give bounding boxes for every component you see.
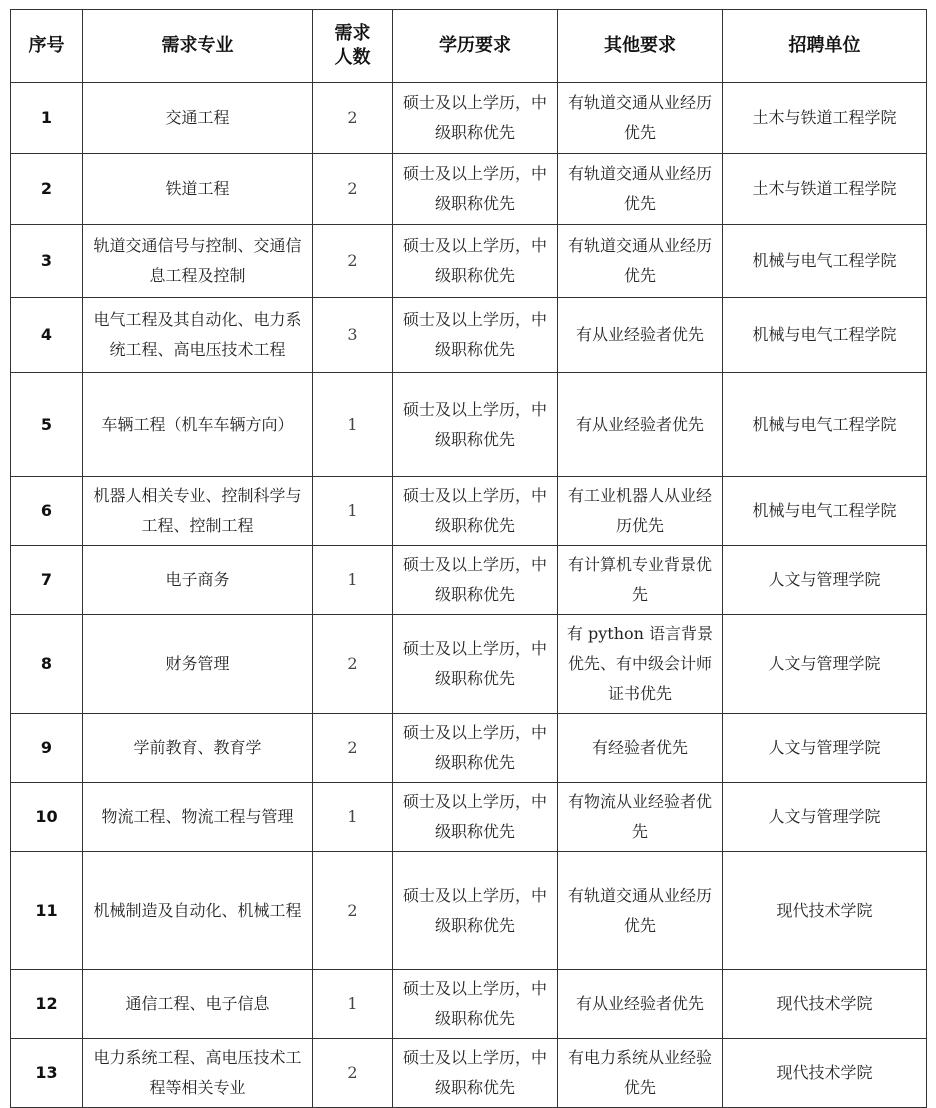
row-other-requirements: 有经验者优先 xyxy=(558,714,723,783)
row-other-requirements: 有轨道交通从业经历优先 xyxy=(558,154,723,225)
row-other-requirements: 有从业经验者优先 xyxy=(558,373,723,477)
row-hiring-unit: 人文与管理学院 xyxy=(723,783,927,852)
row-other-requirements: 有计算机专业背景优先 xyxy=(558,546,723,615)
table-row xyxy=(11,615,927,714)
row-serial-no: 12 xyxy=(11,970,83,1039)
row-headcount: 2 xyxy=(313,225,393,298)
row-serial-no: 8 xyxy=(11,615,83,714)
row-major: 车辆工程（机车车辆方向） xyxy=(83,373,313,477)
row-major: 财务管理 xyxy=(83,615,313,714)
table-row xyxy=(11,546,927,615)
table-row xyxy=(11,477,927,546)
row-headcount: 2 xyxy=(313,615,393,714)
row-hiring-unit: 现代技术学院 xyxy=(723,970,927,1039)
row-major: 通信工程、电子信息 xyxy=(83,970,313,1039)
header-education: 学历要求 xyxy=(393,10,558,83)
row-education: 硕士及以上学历，中级职称优先 xyxy=(393,852,558,970)
recruitment-table xyxy=(10,9,927,1108)
row-hiring-unit: 机械与电气工程学院 xyxy=(723,373,927,477)
row-serial-no: 3 xyxy=(11,225,83,298)
row-serial-no: 10 xyxy=(11,783,83,852)
row-headcount: 2 xyxy=(313,154,393,225)
row-education: 硕士及以上学历，中级职称优先 xyxy=(393,970,558,1039)
row-headcount: 2 xyxy=(313,852,393,970)
row-major: 电力系统工程、高电压技术工程等相关专业 xyxy=(83,1039,313,1108)
table-row xyxy=(11,83,927,154)
row-hiring-unit: 机械与电气工程学院 xyxy=(723,298,927,373)
header-hiring-unit: 招聘单位 xyxy=(723,10,927,83)
row-headcount: 3 xyxy=(313,298,393,373)
row-major: 机器人相关专业、控制科学与工程、控制工程 xyxy=(83,477,313,546)
table-row xyxy=(11,225,927,298)
row-education: 硕士及以上学历，中级职称优先 xyxy=(393,225,558,298)
table-row xyxy=(11,714,927,783)
row-serial-no: 1 xyxy=(11,83,83,154)
row-major: 交通工程 xyxy=(83,83,313,154)
row-education: 硕士及以上学历，中级职称优先 xyxy=(393,714,558,783)
row-hiring-unit: 机械与电气工程学院 xyxy=(723,225,927,298)
row-headcount: 1 xyxy=(313,783,393,852)
row-other-requirements: 有 python 语言背景优先、有中级会计师证书优先 xyxy=(558,615,723,714)
header-headcount xyxy=(313,10,393,83)
row-serial-no: 9 xyxy=(11,714,83,783)
row-education: 硕士及以上学历，中级职称优先 xyxy=(393,477,558,546)
row-education: 硕士及以上学历，中级职称优先 xyxy=(393,546,558,615)
row-headcount: 1 xyxy=(313,546,393,615)
row-other-requirements: 有电力系统从业经验优先 xyxy=(558,1039,723,1108)
row-education: 硕士及以上学历，中级职称优先 xyxy=(393,83,558,154)
row-hiring-unit: 土木与铁道工程学院 xyxy=(723,83,927,154)
row-major: 机械制造及自动化、机械工程 xyxy=(83,852,313,970)
row-education: 硕士及以上学历，中级职称优先 xyxy=(393,373,558,477)
row-hiring-unit: 人文与管理学院 xyxy=(723,546,927,615)
header-major: 需求专业 xyxy=(83,10,313,83)
row-serial-no: 11 xyxy=(11,852,83,970)
table-row xyxy=(11,298,927,373)
row-other-requirements: 有从业经验者优先 xyxy=(558,298,723,373)
row-serial-no: 13 xyxy=(11,1039,83,1108)
header-serial-no: 序号 xyxy=(11,10,83,83)
row-major: 电子商务 xyxy=(83,546,313,615)
table-row xyxy=(11,154,927,225)
row-major: 铁道工程 xyxy=(83,154,313,225)
row-serial-no: 2 xyxy=(11,154,83,225)
row-other-requirements: 有轨道交通从业经历优先 xyxy=(558,852,723,970)
table-row xyxy=(11,783,927,852)
row-other-requirements: 有物流从业经验者优先 xyxy=(558,783,723,852)
header-headcount-label: 需求人数 xyxy=(334,23,371,68)
recruitment-table-container xyxy=(10,9,926,1108)
row-major: 轨道交通信号与控制、交通信息工程及控制 xyxy=(83,225,313,298)
row-hiring-unit: 机械与电气工程学院 xyxy=(723,477,927,546)
row-education: 硕士及以上学历，中级职称优先 xyxy=(393,615,558,714)
row-serial-no: 7 xyxy=(11,546,83,615)
table-row xyxy=(11,1039,927,1108)
table-row xyxy=(11,970,927,1039)
row-education: 硕士及以上学历，中级职称优先 xyxy=(393,783,558,852)
row-other-requirements: 有从业经验者优先 xyxy=(558,970,723,1039)
row-headcount: 2 xyxy=(313,1039,393,1108)
row-major: 电气工程及其自动化、电力系统工程、高电压技术工程 xyxy=(83,298,313,373)
row-headcount: 1 xyxy=(313,970,393,1039)
row-major: 物流工程、物流工程与管理 xyxy=(83,783,313,852)
table-row xyxy=(11,852,927,970)
row-other-requirements: 有轨道交通从业经历优先 xyxy=(558,83,723,154)
row-other-requirements: 有工业机器人从业经历优先 xyxy=(558,477,723,546)
row-headcount: 2 xyxy=(313,83,393,154)
row-education: 硕士及以上学历，中级职称优先 xyxy=(393,154,558,225)
row-hiring-unit: 土木与铁道工程学院 xyxy=(723,154,927,225)
row-education: 硕士及以上学历，中级职称优先 xyxy=(393,298,558,373)
row-hiring-unit: 人文与管理学院 xyxy=(723,714,927,783)
row-education: 硕士及以上学历，中级职称优先 xyxy=(393,1039,558,1108)
header-other-requirements: 其他要求 xyxy=(558,10,723,83)
row-hiring-unit: 现代技术学院 xyxy=(723,1039,927,1108)
row-serial-no: 6 xyxy=(11,477,83,546)
row-headcount: 2 xyxy=(313,714,393,783)
row-hiring-unit: 人文与管理学院 xyxy=(723,615,927,714)
row-hiring-unit: 现代技术学院 xyxy=(723,852,927,970)
row-headcount: 1 xyxy=(313,373,393,477)
table-header-row xyxy=(11,10,927,83)
row-major: 学前教育、教育学 xyxy=(83,714,313,783)
row-other-requirements: 有轨道交通从业经历优先 xyxy=(558,225,723,298)
row-serial-no: 5 xyxy=(11,373,83,477)
table-row xyxy=(11,373,927,477)
row-serial-no: 4 xyxy=(11,298,83,373)
row-headcount: 1 xyxy=(313,477,393,546)
